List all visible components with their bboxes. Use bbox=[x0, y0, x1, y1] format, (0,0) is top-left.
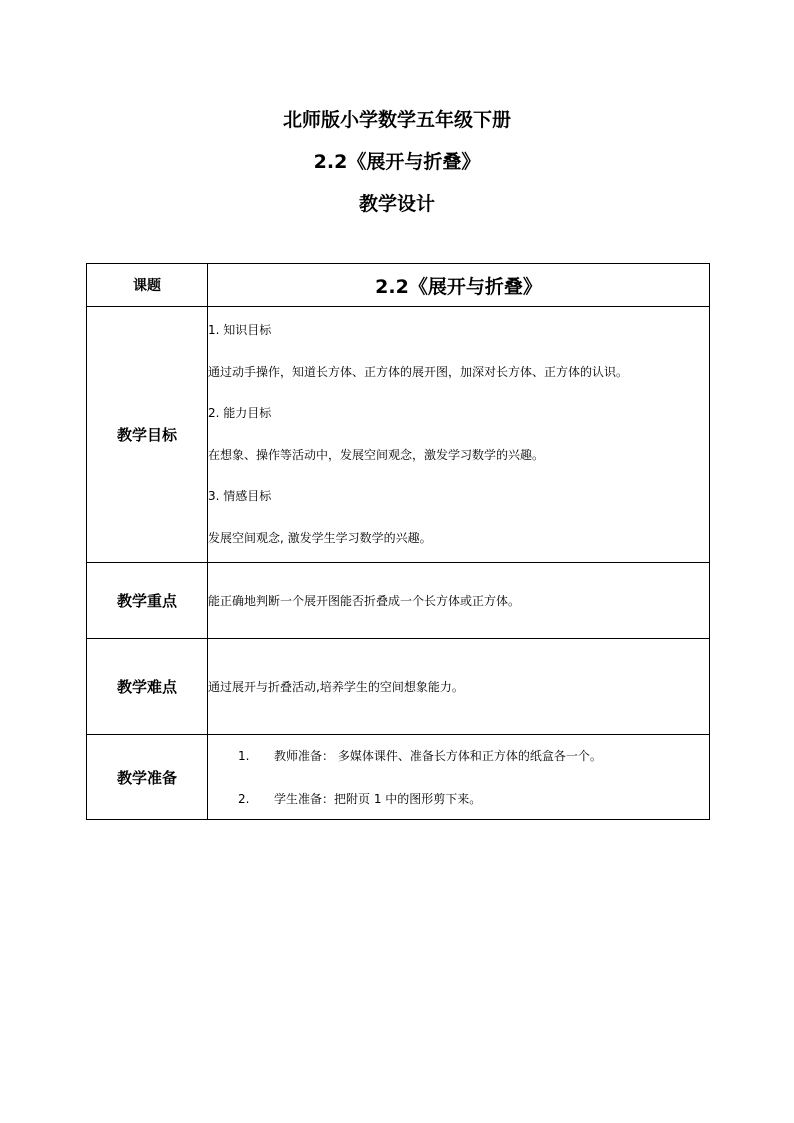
objective-heading-knowledge: 1. 知识目标 bbox=[208, 323, 272, 338]
objectives-row bbox=[87, 307, 710, 563]
topic-label: 课题 bbox=[87, 264, 208, 307]
list-item-number: 2. bbox=[238, 791, 250, 806]
topic-row bbox=[87, 264, 710, 307]
difficulties-row bbox=[87, 639, 710, 735]
objective-text-knowledge: 通过动手操作，知道长方体、正方体的展开图，加深对长方体、正方体的认识。 bbox=[208, 364, 629, 379]
objectives-label: 教学目标 bbox=[87, 307, 208, 563]
objective-text-ability: 在想象、操作等活动中，发展空间观念，激发学习数学的兴趣。 bbox=[208, 447, 545, 462]
list-item-text: 学生准备：把附页 1 中的图形剪下来。 bbox=[274, 791, 482, 806]
objective-heading-ability: 2. 能力目标 bbox=[208, 406, 272, 421]
preparation-list bbox=[208, 745, 709, 810]
list-item-number: 1. bbox=[238, 748, 250, 763]
difficulties-text: 通过展开与折叠活动,培养学生的空间想象能力。 bbox=[208, 639, 710, 735]
list-item-text: 教师准备： 多媒体课件、准备长方体和正方体的纸盒各一个。 bbox=[274, 748, 602, 763]
key-points-text: 能正确地判断一个展开图能否折叠成一个长方体或正方体。 bbox=[208, 563, 710, 639]
preparation-content bbox=[208, 735, 710, 820]
document-title: 北师版小学数学五年级下册 bbox=[282, 109, 511, 131]
list-item bbox=[238, 745, 709, 767]
key-points-label: 教学重点 bbox=[87, 563, 208, 639]
lesson-title: 2.2《展开与折叠》 bbox=[313, 151, 481, 173]
objective-text-emotion: 发展空间观念, 激发学生学习数学的兴趣。 bbox=[208, 530, 432, 545]
objective-heading-emotion: 3. 情感目标 bbox=[208, 489, 272, 504]
preparation-label: 教学准备 bbox=[87, 735, 208, 820]
key-points-row bbox=[87, 563, 710, 639]
lesson-plan-table bbox=[86, 263, 710, 820]
topic-value: 2.2《展开与折叠》 bbox=[208, 264, 710, 307]
document-subtitle: 教学设计 bbox=[358, 193, 435, 215]
difficulties-label: 教学难点 bbox=[87, 639, 208, 735]
preparation-row bbox=[87, 735, 710, 820]
list-item bbox=[238, 788, 709, 810]
objectives-content bbox=[208, 307, 710, 563]
